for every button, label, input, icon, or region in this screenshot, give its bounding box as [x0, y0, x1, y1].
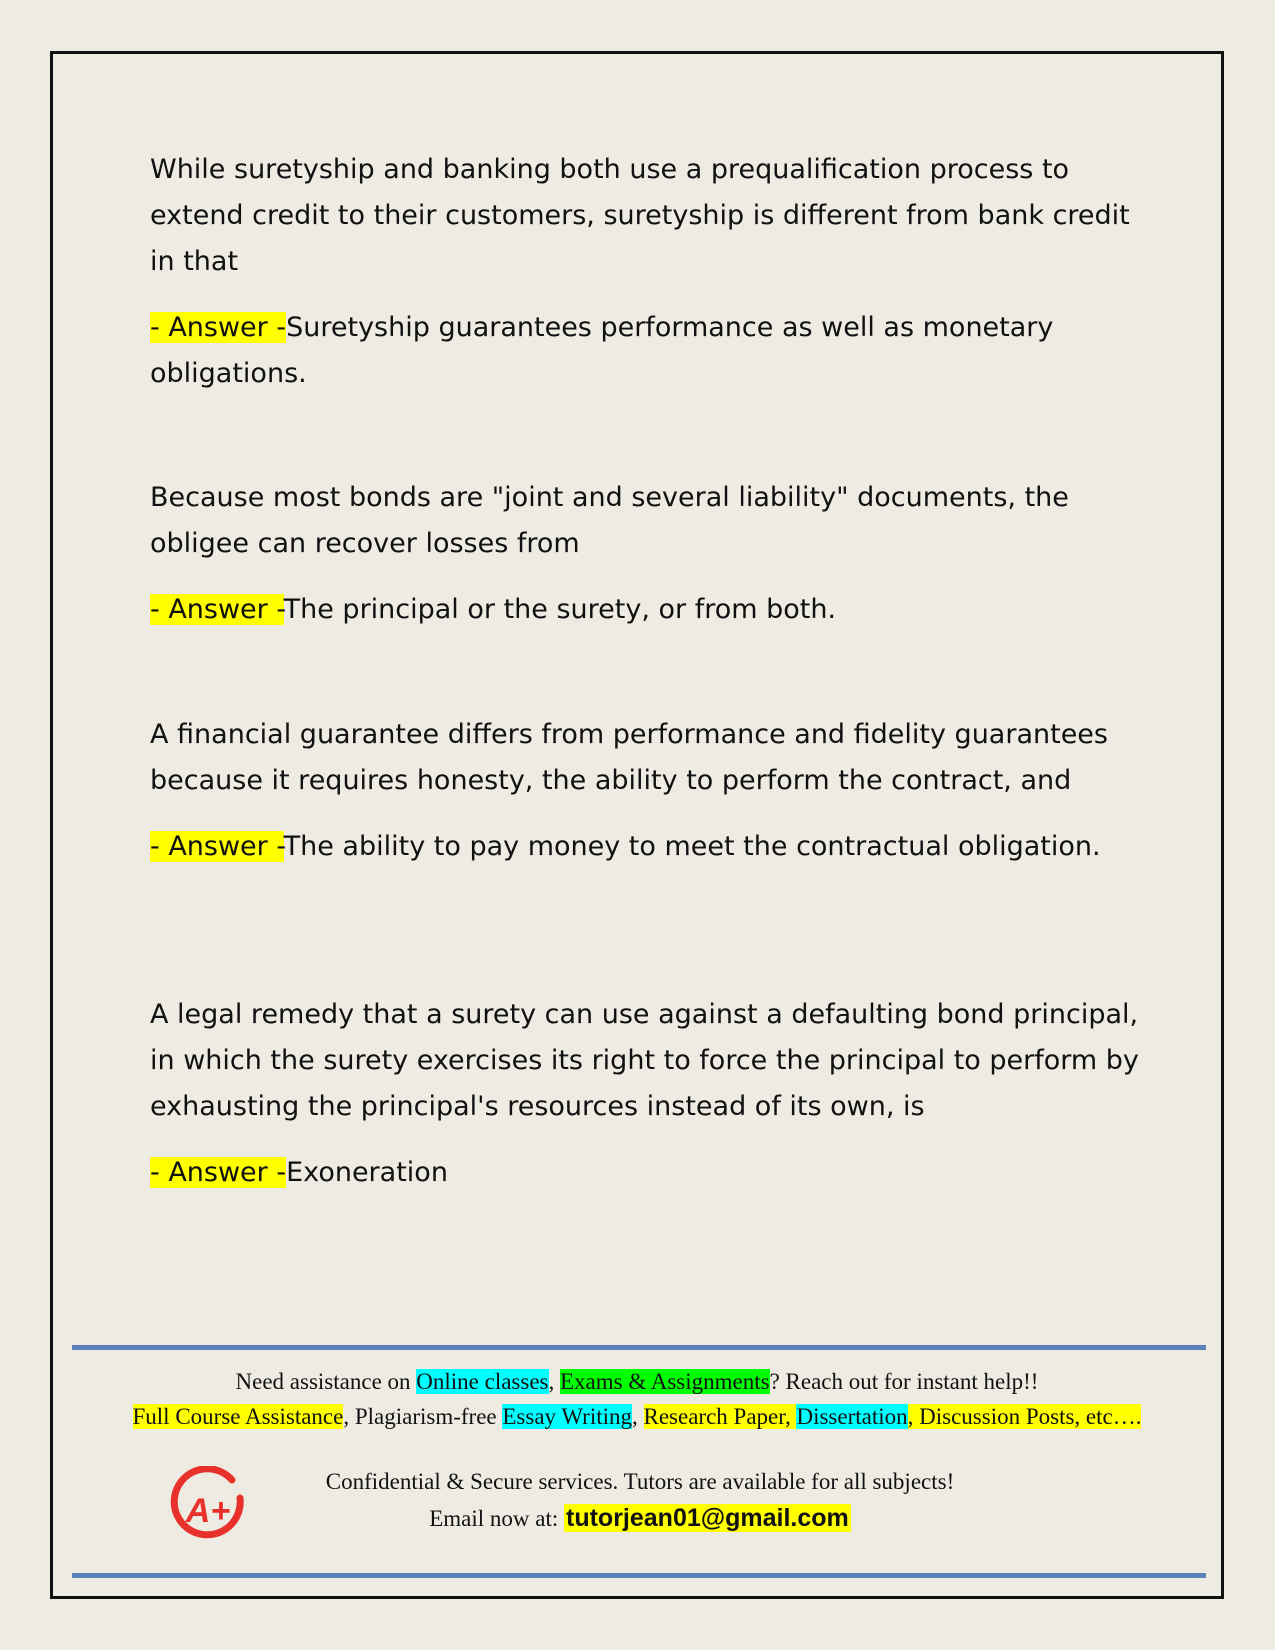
answer-text	[150, 305, 1140, 397]
research-paper-highlight: Research Paper,	[643, 1404, 797, 1429]
footer-text: ? Reach out for instant help!!	[769, 1369, 1039, 1394]
question-text: While suretyship and banking both use a prequalification process to extend credit to their customers, suretyship is different from bank credit in that	[150, 154, 1130, 277]
email-label: Email now at:	[429, 1506, 564, 1531]
full-course-highlight: Full Course Assistance	[132, 1404, 344, 1429]
answer-text	[150, 587, 1140, 633]
footer-line-1	[53, 1366, 1221, 1398]
essay-writing-highlight: Essay Writing	[502, 1404, 632, 1429]
answer-value: Suretyship guarantees performance as well as monetary obligations.	[150, 312, 1054, 389]
answer-label: - Answer -	[150, 594, 284, 625]
question-text: Because most bonds are "joint and several liability" documents, the obligee can recover losses from	[150, 482, 1069, 559]
footer-text: , Plagiarism-free	[343, 1404, 503, 1429]
exams-assignments-highlight: Exams & Assignments	[560, 1369, 770, 1394]
online-classes-highlight: Online classes	[416, 1369, 549, 1394]
question-text: A legal remedy that a surety can use against a defaulting bond principal, in which the surety exercises its right to force the principal to perform by exhausting the principal's resources instead of its own, is	[150, 999, 1139, 1122]
footer-line-3: Confidential & Secure services. Tutors are available for all subjects!	[325, 1469, 955, 1494]
qa-item-1	[150, 147, 1140, 397]
footer-top-rule	[72, 1345, 1206, 1350]
logo-text: A+	[185, 1492, 231, 1530]
footer-text: ,	[632, 1404, 644, 1429]
footer-bottom-rule	[72, 1573, 1206, 1578]
answer-value: Exoneration	[286, 1157, 448, 1188]
footer-text: Need assistance on	[235, 1369, 417, 1394]
answer-text	[150, 824, 1140, 870]
footer-email-line	[140, 1502, 1140, 1535]
email-link[interactable]: tutorjean01@gmail.com	[566, 1504, 849, 1532]
answer-label: - Answer -	[150, 831, 284, 862]
answer-label: - Answer -	[150, 1157, 287, 1188]
answer-value: The ability to pay money to meet the contractual obligation.	[283, 831, 1101, 862]
qa-item-4	[150, 992, 1140, 1196]
qa-item-3	[150, 712, 1140, 870]
discussion-posts-highlight: , Discussion Posts, etc….	[907, 1404, 1142, 1429]
dissertation-highlight: Dissertation	[796, 1404, 908, 1429]
answer-text	[150, 1150, 1140, 1196]
question-text: A financial guarantee differs from performance and fidelity guarantees because it requires honesty, the ability to perform the contract, and	[150, 719, 1108, 796]
footer-text: ,	[548, 1369, 560, 1394]
footer-line-2	[53, 1401, 1221, 1433]
answer-value: The principal or the surety, or from both.	[283, 594, 837, 625]
qa-item-2	[150, 475, 1140, 633]
answer-label: - Answer -	[150, 312, 287, 343]
